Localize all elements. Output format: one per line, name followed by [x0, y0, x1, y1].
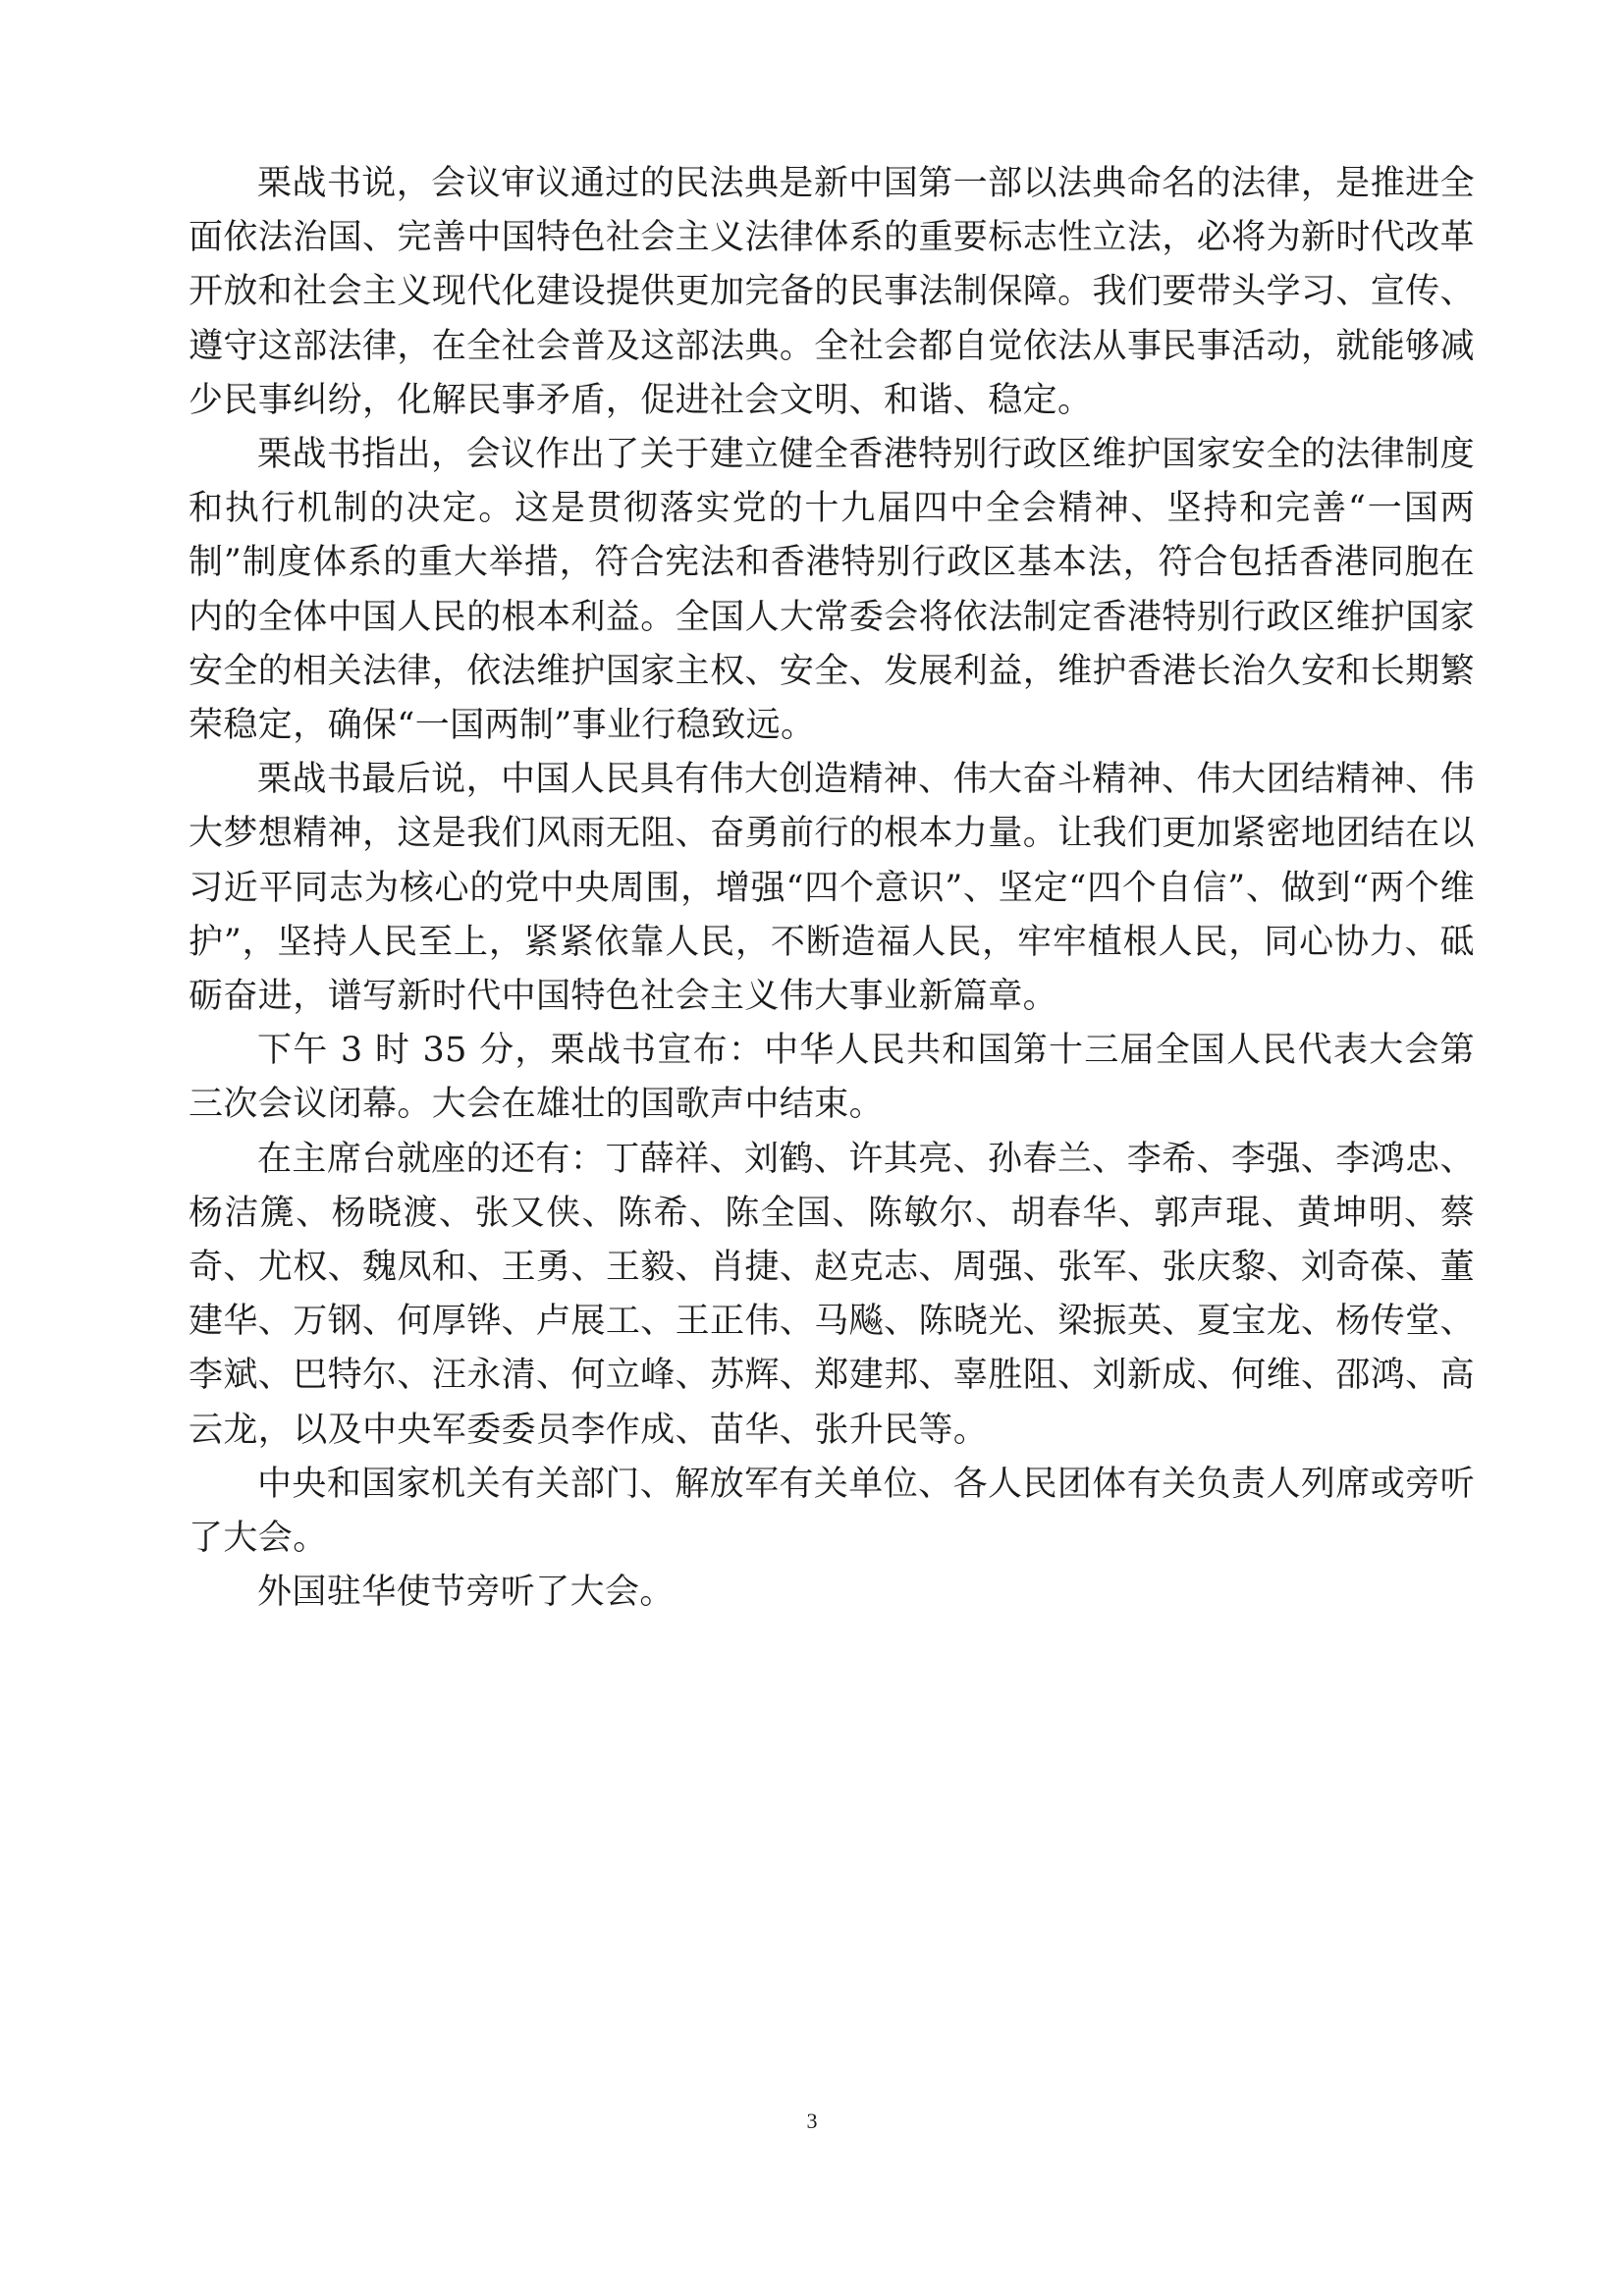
paragraph-session-closing: 下午 3 时 35 分，栗战书宣布：中华人民共和国第十三届全国人民代表大会第三次会议闭幕。大会在雄壮的国歌声中结束。 — [189, 1031, 1475, 1125]
paragraph-rostrum-attendees: 在主席台就座的还有：丁薛祥、刘鹤、许其亮、孙春兰、李希、李强、李鸿忠、杨洁篪、杨晓渡、张又侠、陈希、陈全国、陈敏尔、胡春华、郭声琨、黄坤明、蔡奇、尤权、魏凤和、王勇、王毅、肖捷、赵克志、周强、张军、张庆黎、刘奇葆、董建华、万钢、何厚铧、卢展工、王正伟、马飚、陈晓光、梁振英、夏宝龙、杨传堂、李斌、巴特尔、汪永清、何立峰、苏辉、郑建邦、辜胜阻、刘新成、何维、邵鸿、高云龙，以及中央军委委员李作成、苗华、张升民等。 — [189, 1139, 1475, 1450]
paragraph-foreign-envoys: 外国驻华使节旁听了大会。 — [257, 1573, 675, 1613]
paragraph-observers: 中央和国家机关有关部门、解放军有关单位、各人民团体有关负责人列席或旁听了大会。 — [189, 1464, 1475, 1559]
page-number: 3 — [806, 2109, 818, 2133]
paragraph-civil-code: 栗战书说，会议审议通过的民法典是新中国第一部以法典命名的法律，是推进全面依法治国、完善中国特色社会主义法律体系的重要标志性立法，必将为新时代改革开放和社会主义现代化建设提供更加完备的民事法制保障。我们要带头学习、宣传、遵守这部法律，在全社会普及这部法典。全社会都自觉依法从事民事活动，就能够减少民事纠纷，化解民事矛盾，促进社会文明、和谐、稳定。 — [189, 164, 1475, 420]
document-body — [189, 157, 1475, 1620]
paragraph-hong-kong-security: 栗战书指出，会议作出了关于建立健全香港特别行政区维护国家安全的法律制度和执行机制的决定。这是贯彻落实党的十九届四中全会精神、坚持和完善“一国两制”制度体系的重大举措，符合宪法和香港特别行政区基本法，符合包括香港同胞在内的全体中国人民的根本利益。全国人大常委会将依法制定香港特别行政区维护国家安全的相关法律，依法维护国家主权、安全、发展利益，维护香港长治久安和长期繁荣稳定，确保“一国两制”事业行稳致远。 — [189, 435, 1475, 746]
paragraph-closing-remarks: 栗战书最后说，中国人民具有伟大创造精神、伟大奋斗精神、伟大团结精神、伟大梦想精神，这是我们风雨无阻、奋勇前行的根本力量。让我们更加紧密地团结在以习近平同志为核心的党中央周围，增强“四个意识”、坚定“四个自信”、做到“两个维护”，坚持人民至上，紧紧依靠人民，不断造福人民，牢牢植根人民，同心协力、砥砺奋进，谱写新时代中国特色社会主义伟大事业新篇章。 — [189, 760, 1475, 1017]
